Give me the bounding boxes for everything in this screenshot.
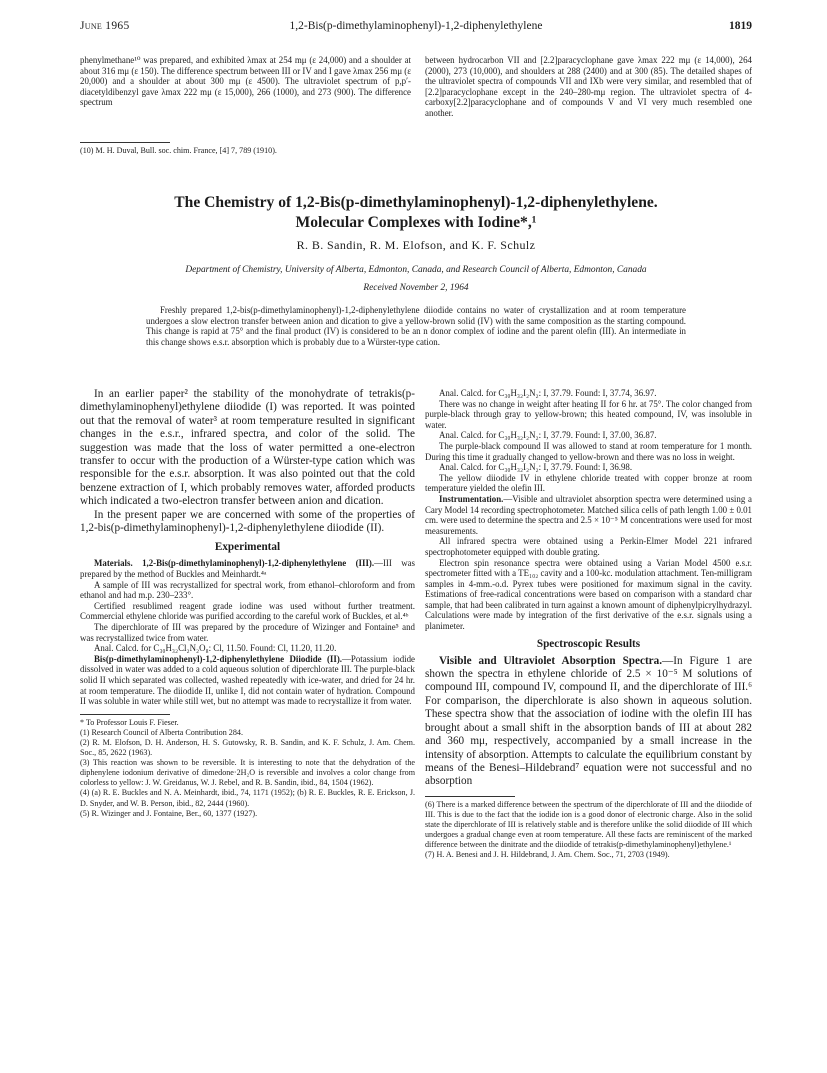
article-title-line-1: The Chemistry of 1,2-Bis(p-dimethylaminophenyl)-1,2-diphenylethylene. xyxy=(174,194,658,211)
iodine-paragraph: Certified resublimed reagent grade iodine was used without further treatment. Commercial ethylene chloride was purified according to the careful work of Buckles, et al.⁴ᵇ xyxy=(80,600,415,622)
footnote-3: (3) This reaction was shown to be reversible. It is interesting to note that the dehydration of the diphenylene iodonium derivative of dimedone·2H₂O is reversible and involves a color change from colorless to yellow: J. W. Greidanus, W. J. Rebel, and R. B. Sandin, ibid., 84, 1504 (1962). xyxy=(80,758,415,788)
standing-paragraph: The purple-black compound II was allowed to stand at room temperature for 1 month. During this time it gradually changed to yellow-brown and there was no loss in weight. xyxy=(425,440,752,462)
esr-paragraph: Electron spin resonance spectra were obtained using a Varian Model 4500 e.s.r. spectrometer fitted with a TE₁₀₂ cavity and a 100-kc. modulation attachment. Ten-milligram samples in 4-mm.-o.d. Pyrex tubes were positioned for maximum signal in the cavity. Estimations of free-radical concentrations were based on comparison with a standard char sample, that had been calibrated in turn against a known amount of diphenylpicrylhydrazyl. Calculations were made by integration of the first derivative of the e.s.r. signals using a planimeter. xyxy=(425,557,752,632)
recrystallization-paragraph: A sample of III was recrystallized for spectral work, from ethanol–chloroform and from ethanol and had m.p. 230–233°. xyxy=(80,579,415,601)
diiodide-paragraph xyxy=(80,654,415,707)
footnote-rule xyxy=(80,142,170,143)
materials-paragraph xyxy=(80,558,415,579)
page-number: 1819 xyxy=(729,20,752,32)
running-head xyxy=(80,20,752,36)
abstract: Freshly prepared 1,2-bis(p-dimethylaminophenyl)-1,2-diphenylethylene diiodide contains no water of crystallization and at room temperature undergoes a slow electron transfer between anion and dication to give a yellow-brown solid (IV) with the same composition as the starting compound. This change is rapid at 75° and the final product (IV) is considered to be an n donor complex of iodine and the parent olefin (III). An intermediate in this change shows e.s.r. absorption which is probably due to a Würster-type cation. xyxy=(146,305,686,347)
carryover-right-paragraph: between hydrocarbon VII and [2.2]paracyclophane gave λmax 222 mμ (ε 14,000), 264 (2000), 273 (10,000), and shoulders at 288 (2400) and at 300 (85). The detailed shapes of the ultraviolet spectra of compounds VII and IXb were very similar, and resembled that of [2.2]paracyclophane except in the 240–280-mμ region. The ultraviolet spectra of 4-carboxy[2.2]paracyclophane and of compounds V and VI very much resembled one another. xyxy=(425,55,752,118)
received-date: Received November 2, 1964 xyxy=(363,283,469,293)
analysis-1: Anal. Calcd. for C₃₀H₃₂Cl₂N₂O₈: Cl, 11.50. Found: Cl, 11.20, 11.20. xyxy=(94,643,337,654)
analysis-4: Anal. Calcd. for C₃₀H₃₂I₂N₂: I, 37.79. Found: I, 36.98. xyxy=(439,462,633,473)
copper-paragraph: The yellow diiodide IV in ethylene chloride treated with copper bronze at room temperature yielded the olefin III. xyxy=(425,472,752,494)
footnote-5: (5) R. Wizinger and J. Fontaine, Ber., 60, 1377 (1927). xyxy=(80,808,258,818)
spectra-heading: Visible and Ultraviolet Absorption Spectra. xyxy=(439,654,663,667)
materials-text: —III was prepared by the method of Buckles and Meinhardt.⁴ᵃ xyxy=(80,558,415,580)
spectra-text: —In Figure 1 are shown the spectra in ethylene chloride of 2.5 × 10⁻⁵ M solutions of compound III, compound IV, compound II, and the diperchlorate of III.⁶ For comparison, the diperchlorate is also shown in aqueous solution. These spectra show that the association of iodine with the olefin III has brought about a small shift in the absorption bands of III at about 282 and 360 mμ, respectively, accompanied by a small increase in the intensity of absorption. Attempts to calculate the equilibrium constant by means of the Benesi–Hildebrand⁷ equation were not successful and no absorption xyxy=(425,654,752,788)
carryover-left-paragraph: phenylmethane¹⁰ was prepared, and exhibited λmax at 254 mμ (ε 24,000) and a shoulder at about 316 mμ (ε 150). The difference spectrum between III or IV and I gave λmax 256 mμ (ε 20,000) and a shoulder at about 300 mμ (ε 4500). The ultraviolet spectrum of p,p′-diacetyldibenzyl gave λmax 222 mμ (ε 15,000), 266 (1000), and 273 (900). The difference spectrum xyxy=(80,55,411,108)
footnote-4: (4) (a) R. E. Buckles and N. A. Meinhardt, ibid., 74, 1171 (1952); (b) R. E. Buckles, R. E. Erickson, J. D. Snyder, and W. B. Person, ibid., 82, 2444 (1960). xyxy=(80,788,415,808)
intro-paragraph-1: In an earlier paper² the stability of the monohydrate of tetrakis(p-dimethylaminophenyl)ethylene diiodide (I) was reported. It was pointed out that the removal of water³ at room temperature resulted in significant changes in the e.s.r., infrared spectra, and color of the solid. The suggestion was made that the loss of water permitted a one-electron transfer to occur with the production of a Würster-type cation which was responsible for the e.s.r. absorption. It was also pointed out that the cold benzene extraction of I, which probably removes water, afforded products which indicated a two-electron transfer between anion and dication. xyxy=(80,388,415,508)
footnote-2: (2) R. M. Elofson, D. H. Anderson, H. S. Gutowsky, R. B. Sandin, and K. F. Schulz, J. Am. Chem. Soc., 85, 2622 (1963). xyxy=(80,737,415,758)
body-left-column xyxy=(80,388,415,819)
weight-paragraph: There was no change in weight after heating II for 6 hr. at 75°. The color changed from purple-black through gray to yellow-brown; this heated compound, IV, was insoluble in water. xyxy=(425,398,752,430)
footnote-star: * To Professor Louis F. Fieser. xyxy=(80,717,179,727)
analysis-3: Anal. Calcd. for C₃₀H₃₂I₂N₂: I, 37.79. Found: I, 37.00, 36.87. xyxy=(439,430,657,441)
footnote-6: (6) There is a marked difference between the spectrum of the diperchlorate of III and the diiodide of III. This is due to the fact that the iodide ion is a good donor of electronic charge. Also in the solid state the diperchlorate of III is relatively stable and is therefore unlike the solid diiodide of III which undergoes a gradual change even at room temperature. All these facts are reminiscent of the marked difference between the dinitrate and the diiodide of tetrakis(p-dimethylaminophenyl)ethylene.¹ xyxy=(425,799,752,850)
results-heading: Spectroscopic Results xyxy=(536,637,641,650)
article-authors: R. B. Sandin, R. M. Elofson, and K. F. Schulz xyxy=(296,238,536,252)
article-title-line-2: Molecular Complexes with Iodine*,¹ xyxy=(295,214,537,231)
diiodide-heading: Bis(p-dimethylaminophenyl)-1,2-diphenylethylene Diiodide (II). xyxy=(94,653,343,664)
body-right-column xyxy=(425,388,752,860)
carryover-right-column xyxy=(425,55,752,119)
materials-heading: Materials. 1,2-Bis(p-dimethylaminophenyl)-1,2-diphenylethylene (III). xyxy=(94,558,375,569)
running-head-title: 1,2-Bis(p-dimethylaminophenyl)-1,2-diphenylethylene xyxy=(289,20,543,32)
analysis-2: Anal. Calcd. for C₃₀H₃₂I₂N₂: I, 37.79. Found: I, 37.74, 36.97. xyxy=(439,388,657,398)
footnote-7: (7) H. A. Benesi and J. H. Hildebrand, J. Am. Chem. Soc., 71, 2703 (1949). xyxy=(425,850,670,860)
spectra-paragraph xyxy=(425,655,752,789)
instrumentation-paragraph xyxy=(425,494,752,536)
diiodide-text: —Potassium iodide dissolved in water was added to a cold aqueous solution of diperchlorate III. The purple-black solid II which separated was collected, washed repeatedly with ice-water, and dried for 24 hr. at room temperature. The diiodide II, unlike I, did not contain water of hydration. Compound II was soluble in water while still wet, but no attempt was made to recrystallize it from water. xyxy=(80,653,415,707)
footnote-rule-left xyxy=(80,714,170,715)
article-affiliation: Department of Chemistry, University of Alberta, Edmonton, Canada, and Research Council of Alberta, Edmonton, Canada xyxy=(185,265,647,275)
intro-paragraph-2: In the present paper we are concerned with some of the properties of 1,2-bis(p-dimethylaminophenyl)-1,2-diphenylethylene diiodide (II). xyxy=(80,508,415,535)
experimental-heading: Experimental xyxy=(214,541,281,554)
instrumentation-heading: Instrumentation. xyxy=(439,493,504,504)
footnote-1: (1) Research Council of Alberta Contribution 284. xyxy=(80,727,243,737)
article-title xyxy=(80,193,752,233)
footnote-rule-right xyxy=(425,796,515,797)
diperchlorate-paragraph: The diperchlorate of III was prepared by the procedure of Wizinger and Fontaine⁵ and was recrystallized twice from water. xyxy=(80,622,415,643)
carryover-left-column xyxy=(80,55,411,108)
instrumentation-text: —Visible and ultraviolet absorption spectra were determined using a Cary Model 14 recording spectrophotometer. Matched silica cells of path length 1.00 ± 0.01 cm. were used to determine the spectra and 2.5 × 10⁻⁵ M concentrations were used for most measurements. xyxy=(425,493,752,536)
running-head-date: June 1965 xyxy=(80,20,130,32)
footnote-10: (10) M. H. Duval, Bull. soc. chim. France, [4] 7, 789 (1910). xyxy=(80,146,277,155)
infrared-paragraph: All infrared spectra were obtained using a Perkin-Elmer Model 221 infrared spectrophotometer equipped with double grating. xyxy=(425,536,752,557)
